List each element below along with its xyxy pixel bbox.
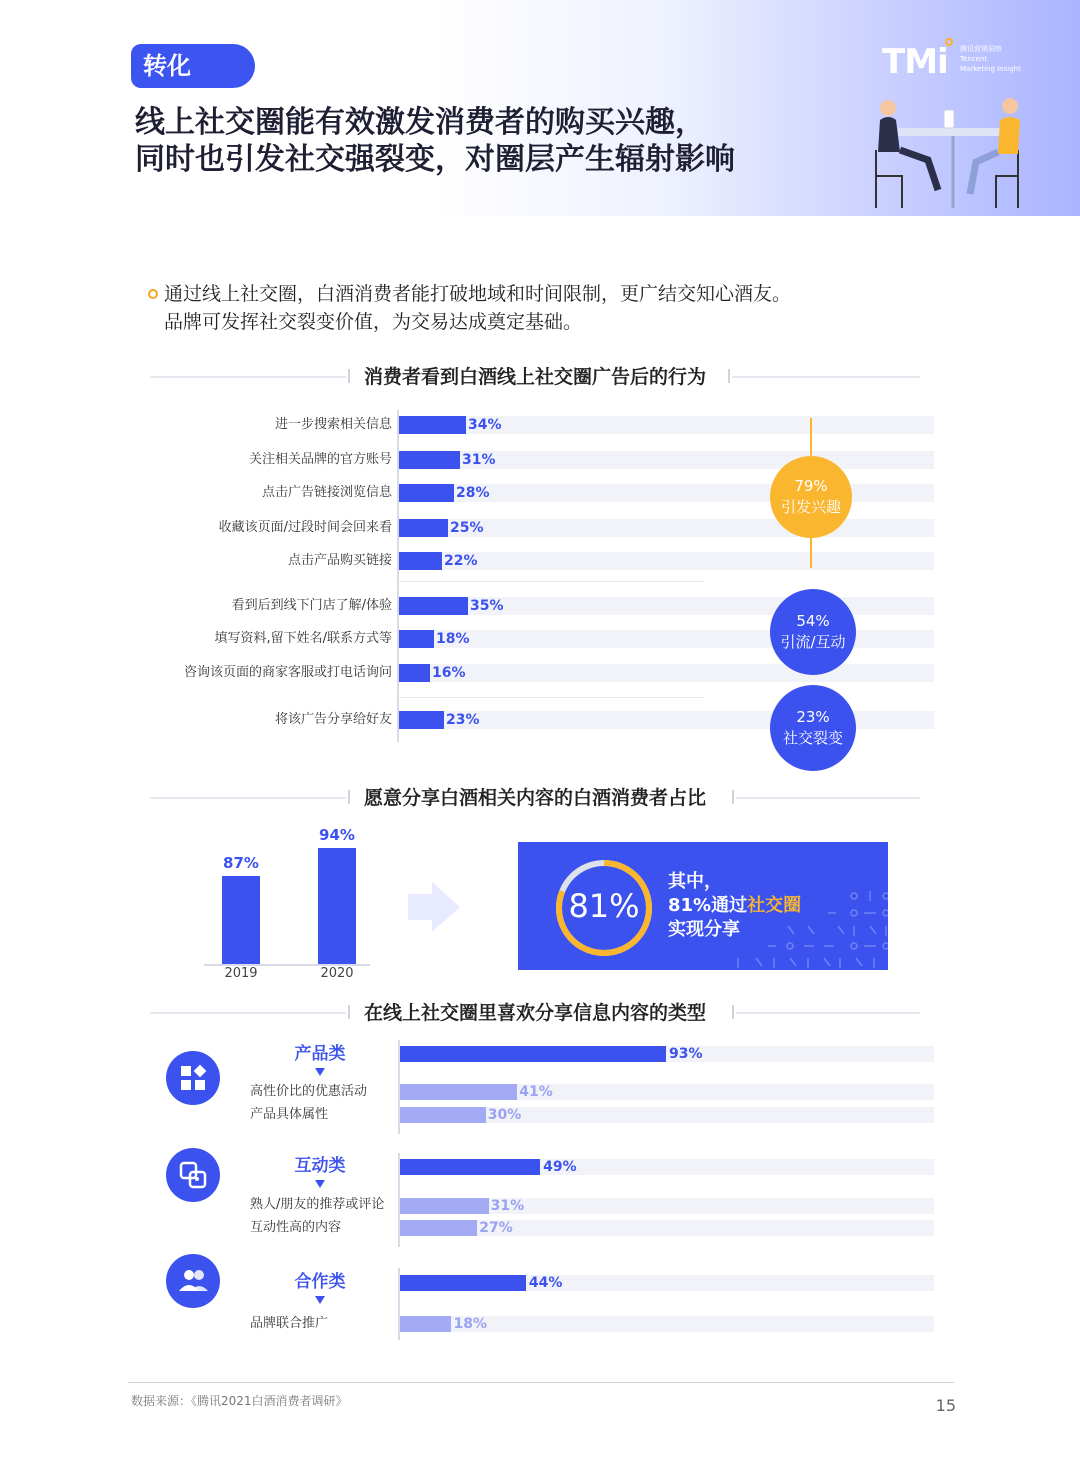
content-main-bar-row (400, 1159, 934, 1175)
behavior-bar (398, 711, 444, 729)
behavior-value-label: 31% (462, 452, 496, 468)
share-ratio-value-label: 94% (319, 826, 355, 844)
logo-text-en2: Marketing Insight (960, 65, 1021, 73)
content-sub-value-label: 41% (519, 1084, 553, 1100)
group-bubble (770, 589, 856, 675)
title-tick-right (732, 1005, 734, 1019)
behavior-value-label: 34% (468, 417, 502, 433)
behavior-bar (398, 416, 466, 434)
behavior-bar (398, 552, 442, 570)
behavior-value-label: 23% (446, 712, 480, 728)
conversation-illustration-icon (858, 90, 1038, 212)
title-rule-right (732, 376, 920, 378)
group-bubble-label: 社交裂变 (782, 729, 843, 747)
down-arrow-icon (315, 1068, 325, 1076)
content-main-bar (400, 1275, 526, 1291)
bullet-circle-icon (148, 289, 158, 299)
share-ratio-value-label: 87% (223, 854, 259, 872)
group-divider (398, 697, 704, 698)
behavior-bar-row (150, 552, 940, 570)
data-source: 数据来源：《腾讯2021白酒消费者调研》 (131, 1394, 348, 1408)
behavior-bar (398, 597, 468, 615)
group-bubble (770, 456, 852, 538)
intro-text (148, 280, 928, 336)
content-sub-bar-row (400, 1316, 934, 1332)
content-main-bar-row (400, 1275, 934, 1291)
content-sub-value-label: 30% (487, 1107, 522, 1123)
behavior-value-label: 18% (436, 631, 470, 647)
behavior-bar (398, 451, 460, 469)
behavior-value-label: 25% (450, 520, 484, 536)
content-subitem-label: 高性价比的优惠活动 (250, 1084, 368, 1099)
share-ratio-year-label: 2020 (320, 966, 354, 981)
content-sub-bar-row (400, 1198, 934, 1214)
chart2-title (150, 784, 920, 812)
content-sub-value-label: 27% (479, 1220, 513, 1236)
behavior-label: 点击广告链接浏览信息 (261, 485, 392, 500)
behavior-label: 进一步搜索相关信息 (274, 417, 392, 432)
content-sub-bar-row (400, 1084, 934, 1100)
behavior-bar-track (398, 664, 934, 682)
logo-mark: TMi (882, 42, 948, 82)
behavior-label: 将该广告分享给好友 (274, 712, 392, 727)
content-subitem-label: 互动性高的内容 (250, 1220, 342, 1235)
page-title-line2: 同时也引发社交强裂变，对圈层产生辐射影响 (135, 142, 735, 177)
footer-divider (128, 1382, 954, 1383)
behavior-label: 看到后到线下门店了解/体验 (231, 598, 392, 613)
intro-line1: 通过线上社交圈，白酒消费者能打破地域和时间限制，更广结交知心酒友。 (164, 283, 792, 305)
behavior-value-label: 16% (432, 665, 466, 681)
callout-line2-highlight: 社交圈 (747, 895, 802, 916)
title-rule-right (736, 1012, 920, 1014)
logo-text (960, 44, 1021, 74)
group-bubble-label: 引流/互动 (780, 633, 846, 651)
behavior-bar (398, 664, 430, 682)
share-ratio-year-label: 2019 (224, 966, 258, 981)
group-divider (398, 581, 704, 582)
right-arrow-icon (408, 882, 462, 932)
behavior-value-label: 28% (456, 485, 490, 501)
share-ring-value: 81% (568, 887, 640, 925)
title-rule-right (736, 797, 920, 799)
content-sub-value-label: 31% (490, 1198, 525, 1214)
chart3-title-text: 在线上社交圈里喜欢分享信息内容的类型 (363, 1002, 706, 1024)
title-tick-right (728, 369, 730, 383)
behavior-value-label: 35% (470, 598, 504, 614)
callout-line2-prefix: 81%通过 (668, 895, 748, 916)
content-main-value-label: 49% (543, 1159, 577, 1175)
intro-line2: 品牌可发挥社交裂变价值，为交易达成奠定基础。 (164, 311, 583, 333)
behavior-label: 点击产品购买链接 (287, 553, 392, 568)
share-ratio-bar (318, 848, 356, 964)
content-main-bar-row (400, 1046, 934, 1062)
content-category-title: 互动类 (294, 1156, 346, 1176)
behavior-bar (398, 630, 434, 648)
logo-text-en1: Tencent (960, 55, 988, 63)
content-sub-bar (400, 1316, 451, 1332)
behavior-label: 关注相关品牌的官方账号 (248, 452, 392, 467)
callout-line2 (668, 894, 801, 918)
content-main-value-label: 44% (528, 1275, 563, 1291)
share-callout-box (518, 842, 888, 970)
content-sub-bar-row (400, 1220, 934, 1236)
share-callout-text (668, 870, 801, 942)
vbar-axis (204, 964, 370, 966)
content-main-bar (400, 1159, 540, 1175)
behavior-label: 收藏该页面/过段时间会回来看 (218, 520, 392, 535)
behavior-axis (397, 410, 399, 742)
callout-line1: 其中， (668, 871, 722, 892)
chart2-title-text: 愿意分享白酒相关内容的白酒消费者占比 (363, 787, 706, 809)
content-sub-bar (400, 1198, 489, 1214)
content-main-bar (400, 1046, 666, 1062)
content-subitem-label: 熟人/朋友的推荐或评论 (250, 1197, 385, 1212)
tmi-logo (882, 40, 1032, 80)
down-arrow-icon (315, 1296, 325, 1304)
group-bubble-label: 引发兴趣 (780, 498, 841, 516)
page-title-line1: 线上社交圈能有效激发消费者的购买兴趣， (135, 105, 705, 140)
page-number: 15 (935, 1396, 956, 1415)
behavior-bar (398, 519, 448, 537)
callout-line3: 实现分享 (668, 919, 740, 940)
behavior-label: 咨询该页面的商家客服或打电话询问 (183, 665, 392, 680)
content-sub-bar (400, 1107, 486, 1123)
behavior-bar (398, 484, 454, 502)
chart1-title (150, 363, 920, 391)
logo-dot-icon (945, 38, 953, 46)
content-subitem-label: 品牌联合推广 (250, 1316, 329, 1331)
people-icon (166, 1254, 220, 1308)
chart3-title (150, 999, 920, 1027)
group-bubble-value: 54% (796, 612, 830, 630)
content-category-title: 产品类 (294, 1044, 346, 1064)
content-sub-bar (400, 1220, 477, 1236)
behavior-label: 填写资料,留下姓名/联系方式等 (214, 631, 392, 646)
content-category-title: 合作类 (294, 1272, 346, 1292)
logo-text-cn: 腾讯营销洞察 (960, 45, 1002, 53)
group-bubble-value: 79% (794, 477, 828, 495)
group-bubble (770, 685, 856, 771)
content-main-value-label: 93% (669, 1046, 703, 1062)
behavior-bar-track (398, 552, 934, 570)
interaction-icon (166, 1148, 220, 1202)
content-sub-value-label: 18% (453, 1316, 487, 1332)
title-tick-right (732, 790, 734, 804)
grid-icon (166, 1051, 220, 1105)
down-arrow-icon (315, 1180, 325, 1188)
page-title (135, 104, 835, 178)
content-subitem-label: 产品具体属性 (250, 1107, 329, 1122)
behavior-value-label: 22% (444, 553, 478, 569)
content-sub-bar (400, 1084, 517, 1100)
group-bubble-value: 23% (796, 708, 830, 726)
behavior-bar-row (150, 416, 940, 434)
section-tag: 转化 (131, 44, 255, 88)
content-sub-bar-row (400, 1107, 934, 1123)
share-ratio-bar (222, 876, 260, 964)
chart1-title-text: 消费者看到白酒线上社交圈广告后的行为 (363, 366, 706, 388)
